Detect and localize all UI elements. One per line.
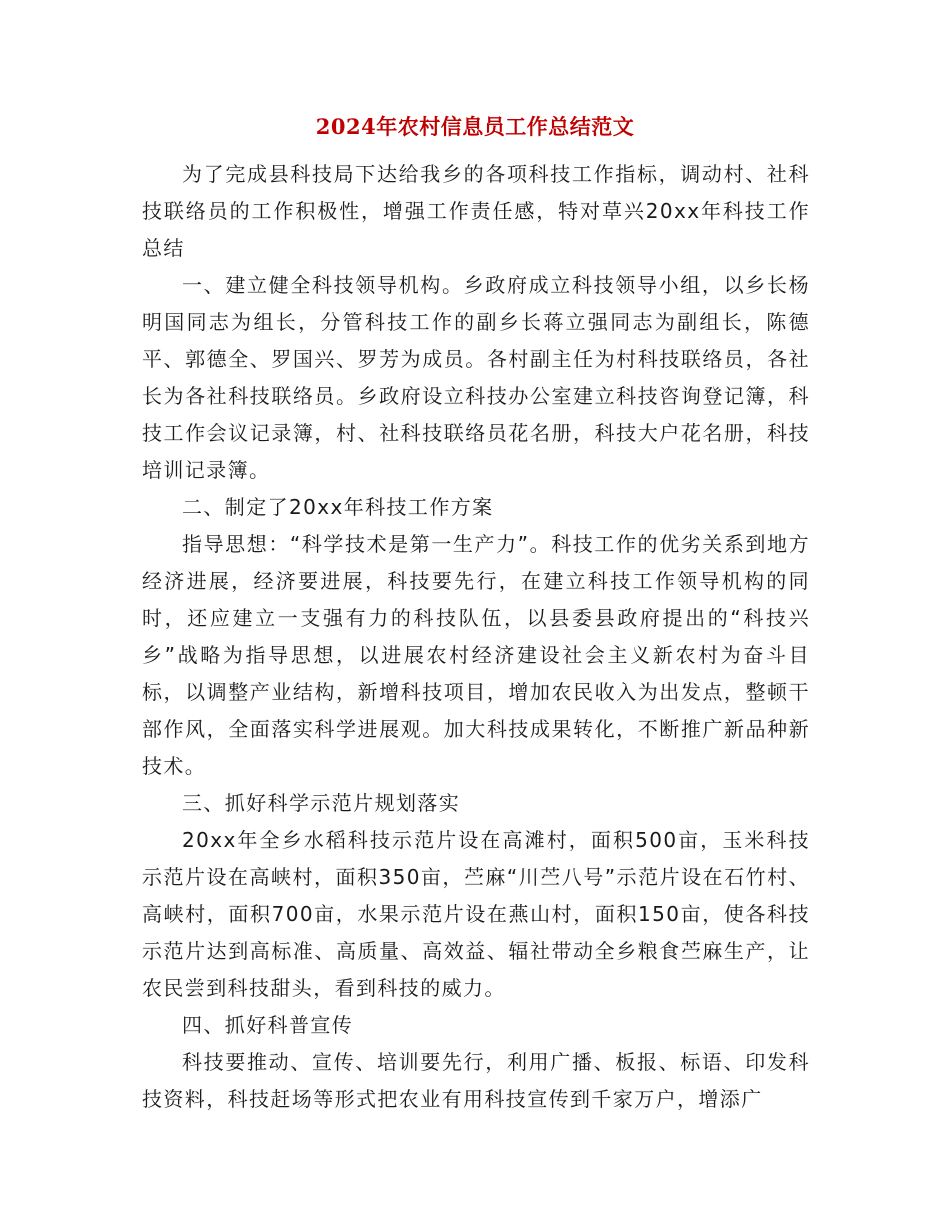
- guiding-ideology-paragraph: 指导思想：“科学技术是第一生产力”。科技工作的优劣关系到地方经济进展，经济要进展，科技要先行，在建立科技工作领导机构的同时，还应建立一支强有力的科技队伍，以县委县政府提出的“科技兴乡”战略为指导思想，以进展农村经济建设社会主义新农村为奋斗目标，以调整产业结构，新增科技项目，增加农民收入为出发点，整顿干部作风，全面落实科学进展观。加大科技成果转化，不断推广新品种新技术。: [142, 532, 810, 778]
- section-3-heading: 三、抓好科学示范片规划落实: [182, 791, 461, 815]
- intro-paragraph: 为了完成县科技局下达给我乡的各项科技工作指标，调动村、社科技联络员的工作积极性，增强工作责任感，特对草兴20xx年科技工作总结: [142, 162, 810, 260]
- section-4-heading: 四、抓好科普宣传: [182, 1013, 354, 1037]
- demonstration-area-paragraph: 20xx年全乡水稻科技示范片设在高滩村，面积500亩，玉米科技示范片设在高峡村，面积350亩，苎麻“川苎八号”示范片设在石竹村、高峡村，面积700亩，水果示范片设在燕山村，面积150亩，使各科技示范片达到高标准、高质量、高效益、辐社带动全乡粮食苎麻生产，让农民尝到科技甜头，看到科技的威力。: [142, 828, 810, 1000]
- publicity-paragraph: 科技要推动、宣传、培训要先行，利用广播、板报、标语、印发科技资料，科技赶场等形式把农业有用科技宣传到千家万户，增添广: [142, 1050, 810, 1111]
- section-1-paragraph: 一、建立健全科技领导机构。乡政府成立科技领导小组，以乡长杨明国同志为组长，分管科技工作的副乡长蒋立强同志为副组长，陈德平、郭德全、罗国兴、罗芳为成员。各村副主任为村科技联络员，各社长为各社科技联络员。乡政府设立科技办公室建立科技咨询登记簿，科技工作会议记录簿，村、社科技联络员花名册，科技大户花名册，科技培训记录簿。: [142, 273, 810, 482]
- section-2-heading: 二、制定了20xx年科技工作方案: [182, 495, 494, 519]
- document-title: 2024年农村信息员工作总结范文: [315, 114, 635, 139]
- document-body: [142, 156, 810, 1118]
